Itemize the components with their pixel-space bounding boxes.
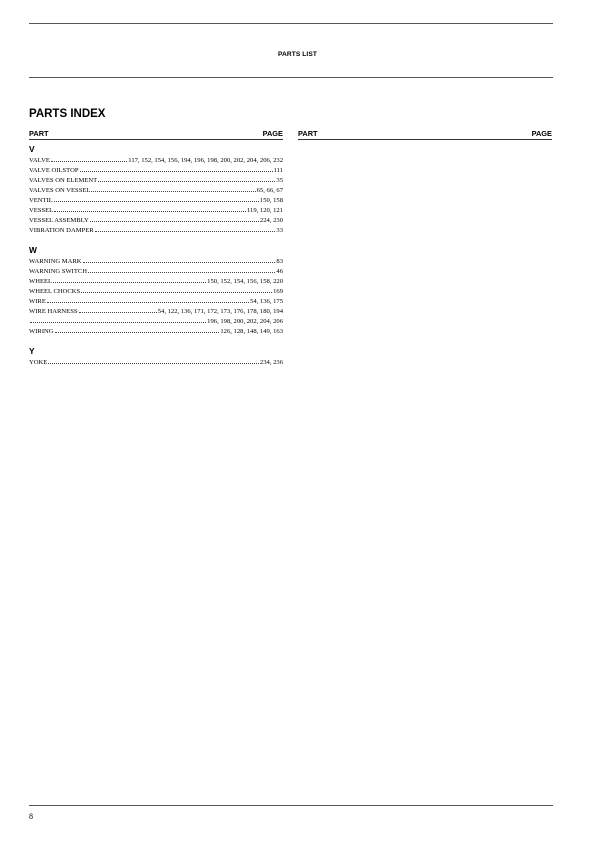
entry-pages: 224, 230 [259,217,283,224]
dot-leader [30,316,206,323]
entry-pages: 83 [276,258,283,265]
entry-name: WIRING [29,328,54,335]
entry-pages: 117, 152, 154, 156, 194, 196, 198, 200, 202, 204, 206, 232 [128,157,283,164]
index-entry [29,185,283,195]
dot-leader [90,215,259,222]
entry-name: WIRE [29,298,46,305]
entry-name: VENTIL [29,197,53,204]
entry-pages: 234, 236 [259,359,283,366]
entry-pages: 54, 122, 136, 171, 172, 173, 176, 178, 180, 194 [157,308,283,315]
index-section-v [29,144,283,235]
entry-name: VALVE [29,157,50,164]
top-rule [29,23,553,24]
entry-name: WHEEL [29,278,53,285]
entry-name: WHEEL CHOCKS [29,288,81,295]
dot-leader [98,175,275,182]
index-entry [29,165,283,175]
index-entry [29,326,283,336]
index-column-right [298,129,552,140]
index-entry [29,286,283,296]
dot-leader [88,266,275,273]
section-letter: W [29,245,37,255]
entry-pages: 111 [273,167,283,174]
entry-name: WIRE HARNESS [29,308,78,315]
index-entry [29,215,283,225]
index-column-left [29,129,283,377]
index-entry [29,155,283,165]
page-number: 8 [29,812,33,821]
dot-leader [53,276,206,283]
index-entry [29,205,283,215]
dot-leader [83,256,276,263]
header-bottom-rule [29,77,553,78]
dot-leader [79,306,157,313]
entry-pages: 46 [276,268,283,275]
index-section-y [29,346,283,367]
dot-leader [54,205,246,212]
entry-name: VESSEL [29,207,54,214]
index-entry [29,357,283,367]
part-column-label: PART [298,129,318,138]
entry-pages: 169 [273,288,283,295]
entry-name: WARNING MARK [29,258,82,265]
dot-leader [91,185,255,192]
index-entry [29,175,283,185]
index-entry-continuation [29,316,283,326]
dot-leader [51,155,127,162]
entry-pages: 126, 128, 148, 149, 163 [220,328,283,335]
column-header-left [29,129,283,140]
entry-name: VALVES ON ELEMENT [29,177,98,184]
dot-leader [55,326,220,333]
index-entry [29,225,283,235]
entry-pages: 150, 158 [259,197,283,204]
section-letter: V [29,144,35,154]
entry-name: VALVE OILSTOP [29,167,79,174]
entry-pages: 33 [276,227,283,234]
index-entry [29,195,283,205]
page-column-label: PAGE [262,129,283,138]
dot-leader [95,225,276,232]
entry-pages: 35 [276,177,283,184]
column-header-right [298,129,552,140]
dot-leader [81,286,272,293]
index-entry [29,276,283,286]
entry-name: VIBRATION DAMPER [29,227,94,234]
entry-pages: 65, 66, 67 [256,187,283,194]
entry-pages: 54, 136, 175 [250,298,283,305]
page-column-label: PAGE [531,129,552,138]
parts-index-title: PARTS INDEX [29,108,106,120]
index-entry [29,256,283,266]
index-entry [29,306,283,316]
dot-leader [54,195,259,202]
entry-name: VALVES ON VESSEL [29,187,91,194]
dot-leader [48,357,259,364]
index-section-w [29,245,283,336]
entry-pages: 196, 198, 200, 202, 204, 206 [207,318,283,325]
part-column-label: PART [29,129,49,138]
dot-leader [47,296,249,303]
entry-name: WARNING SWITCH [29,268,88,275]
entry-pages: 150, 152, 154, 156, 158, 220 [207,278,283,285]
entry-pages: 119, 120, 121 [246,207,283,214]
index-entry [29,266,283,276]
footer-rule [29,805,553,806]
section-letter: Y [29,346,35,356]
entry-name: VESSEL ASSEMBLY [29,217,89,224]
page-header-title: PARTS LIST [278,51,317,58]
dot-leader [80,165,273,172]
index-entry [29,296,283,306]
entry-name: YOKE [29,359,48,366]
